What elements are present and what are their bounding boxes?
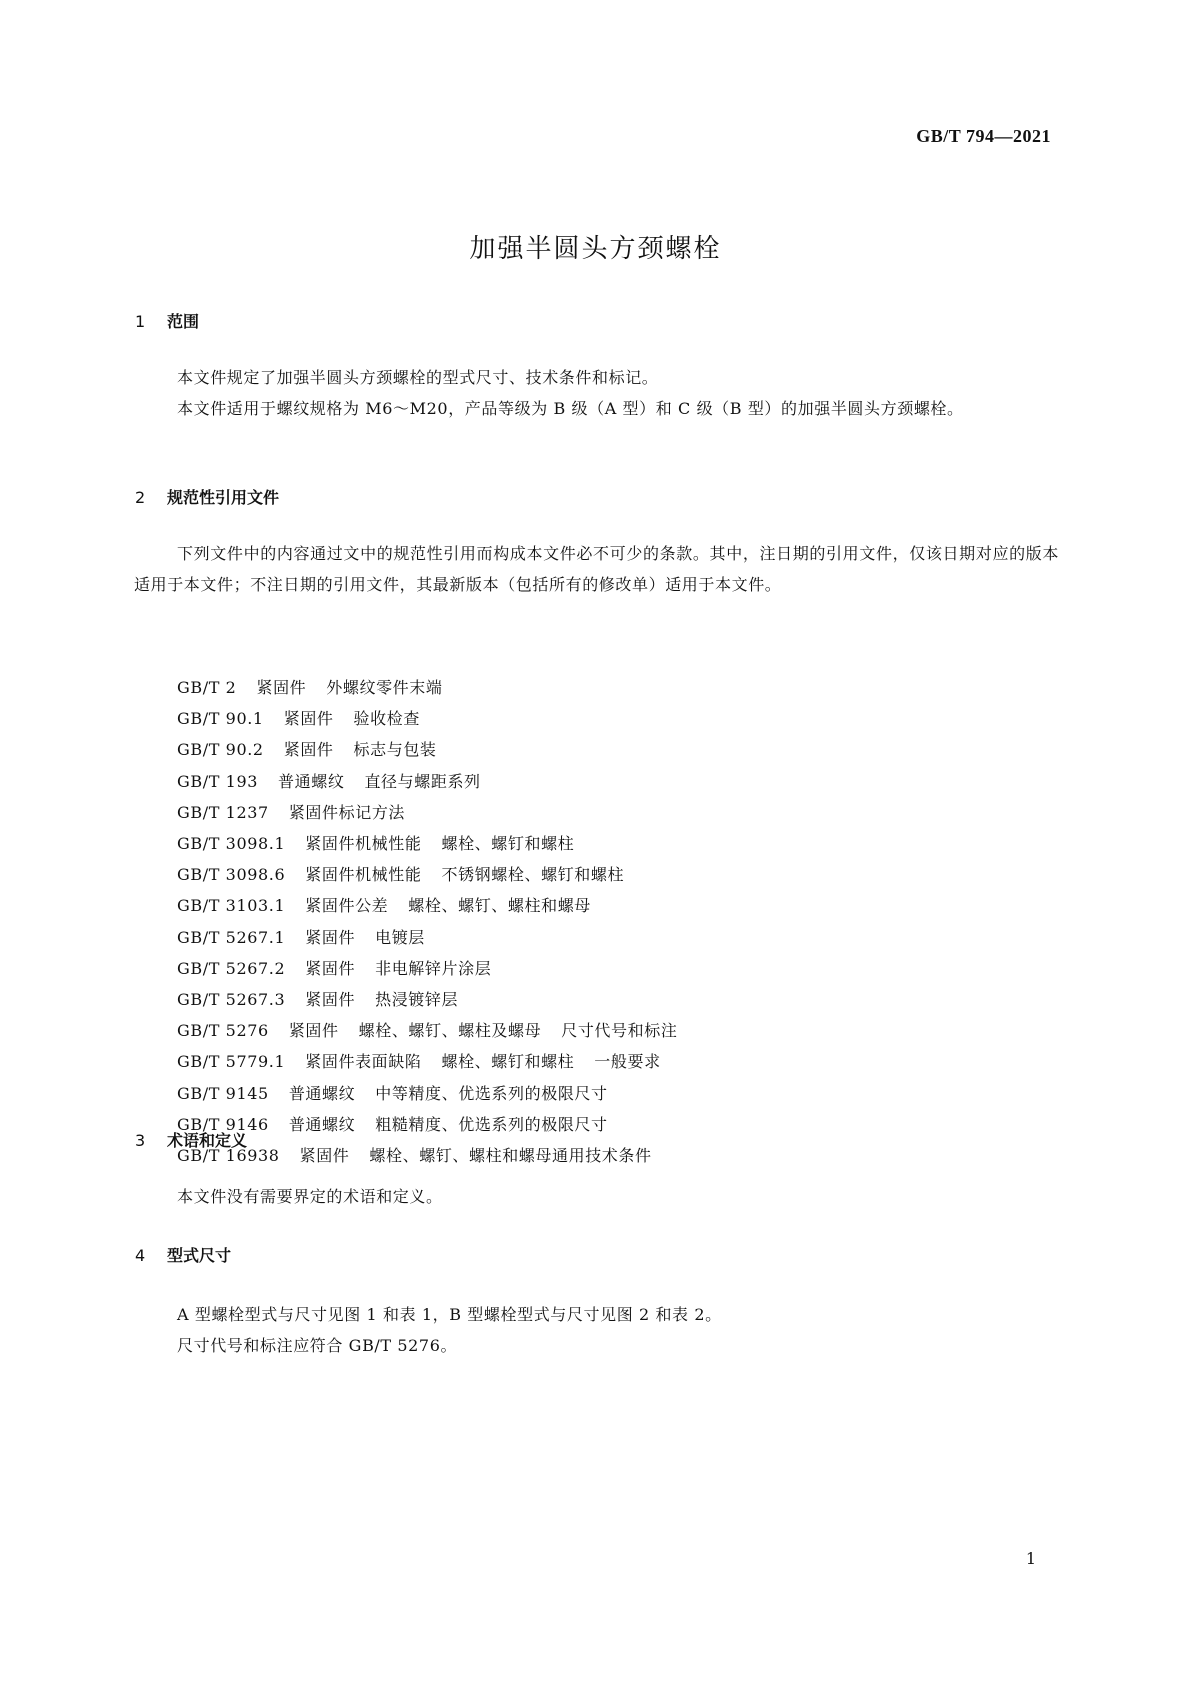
reference-item [177, 984, 677, 1015]
reference-title-part: 紧固件 [283, 709, 334, 729]
section-4-para-2: 尺寸代号和标注应符合 GB/T 5276。 [177, 1336, 458, 1355]
reference-item [177, 1046, 677, 1077]
reference-title-part: 紧固件机械性能 [305, 865, 422, 885]
normative-reference-list [177, 672, 677, 1171]
reference-code: GB/T 90.1 [177, 709, 264, 729]
reference-title-part: 一般要求 [594, 1052, 661, 1072]
reference-title-part: 紧固件机械性能 [305, 834, 422, 854]
reference-title-part: 紧固件 [283, 740, 334, 760]
reference-code: GB/T 5267.2 [177, 958, 286, 978]
reference-code: GB/T 5779.1 [177, 1052, 286, 1072]
reference-code: GB/T 2 [177, 678, 237, 697]
reference-code: GB/T 90.2 [177, 740, 264, 760]
reference-item [177, 1015, 677, 1046]
reference-code: GB/T 5267.1 [177, 927, 286, 947]
reference-title-part: 普通螺纹 [278, 771, 345, 791]
reference-code: GB/T 193 [177, 771, 259, 791]
reference-item [177, 922, 677, 953]
section-number: 4 [135, 1246, 146, 1265]
reference-title-part: 标志与包装 [353, 740, 437, 760]
section-number: 1 [135, 312, 146, 331]
section-1-heading [135, 309, 199, 332]
reference-item [177, 1140, 677, 1171]
reference-title-part: 螺栓、螺钉和螺柱 [441, 1052, 575, 1072]
reference-title-part: 紧固件 [288, 1021, 339, 1041]
document-title: 加强半圆头方颈螺栓 [469, 234, 722, 264]
reference-title-part: 螺栓、螺钉、螺柱和螺母通用技术条件 [369, 1146, 652, 1166]
reference-item [177, 828, 677, 859]
reference-title-part: 螺栓、螺钉和螺柱 [441, 834, 575, 854]
reference-title-part: 不锈钢螺栓、螺钉和螺柱 [441, 865, 625, 885]
reference-item [177, 703, 677, 734]
reference-title-part: 电镀层 [375, 927, 425, 947]
reference-item [177, 1078, 677, 1109]
reference-title-part: 紧固件表面缺陷 [305, 1052, 422, 1072]
reference-title-part: 外螺纹零件末端 [326, 678, 443, 697]
reference-item [177, 734, 677, 765]
reference-code: GB/T 9145 [177, 1083, 269, 1103]
section-3-heading [135, 1128, 247, 1151]
reference-title-part: 紧固件 [305, 927, 356, 947]
reference-item [177, 953, 677, 984]
section-title: 型式尺寸 [167, 1246, 232, 1265]
reference-title-part: 普通螺纹 [288, 1083, 356, 1103]
reference-code: GB/T 9146 [177, 1114, 269, 1134]
reference-code: GB/T 5276 [177, 1021, 269, 1041]
reference-title-part: 验收检查 [353, 709, 420, 729]
reference-item [177, 766, 677, 797]
reference-title-part: 紧固件 [299, 1146, 350, 1166]
reference-code: GB/T 16938 [177, 1146, 280, 1166]
reference-title-part: 尺寸代号和标注 [561, 1021, 678, 1041]
section-3-para-1: 本文件没有需要界定的术语和定义。 [177, 1187, 443, 1206]
reference-item [177, 859, 677, 890]
reference-title-part: 紧固件 [305, 958, 356, 978]
reference-item [177, 797, 677, 828]
section-title: 术语和定义 [167, 1131, 248, 1150]
reference-title-part: 螺栓、螺钉、螺柱和螺母 [408, 896, 591, 916]
reference-title-part: 普通螺纹 [288, 1114, 356, 1134]
reference-title-part: 非电解锌片涂层 [375, 958, 492, 978]
reference-item [177, 1109, 677, 1140]
reference-code: GB/T 5267.3 [177, 990, 286, 1010]
section-title: 范围 [167, 312, 200, 331]
reference-title-part: 热浸镀锌层 [375, 990, 459, 1010]
reference-title-part: 粗糙精度、优选系列的极限尺寸 [375, 1114, 608, 1134]
section-4-heading [135, 1243, 231, 1266]
reference-item [177, 672, 677, 703]
reference-title-part: 紧固件标记方法 [288, 802, 406, 822]
reference-code: GB/T 3098.1 [177, 834, 286, 854]
section-2-intro: 下列文件中的内容通过文中的规范性引用而构成本文件必不可少的条款。其中，注日期的引用文件，仅该日期对应的版本适用于本文件；不注日期的引用文件，其最新版本（包括所有的修改单）适用于本文件。 [134, 544, 1059, 594]
reference-title-part: 紧固件 [256, 678, 307, 697]
reference-item [177, 890, 677, 921]
reference-title-part: 紧固件公差 [305, 896, 389, 916]
section-4-para-1: A 型螺栓型式与尺寸见图 1 和表 1，B 型螺栓型式与尺寸见图 2 和表 2。 [177, 1305, 722, 1324]
reference-title-part: 螺栓、螺钉、螺柱及螺母 [358, 1021, 542, 1041]
reference-code: GB/T 3098.6 [177, 865, 286, 885]
reference-title-part: 紧固件 [305, 990, 356, 1010]
section-1-para-1: 本文件规定了加强半圆头方颈螺栓的型式尺寸、技术条件和标记。 [177, 368, 659, 387]
section-number: 3 [135, 1131, 146, 1150]
reference-title-part: 中等精度、优选系列的极限尺寸 [375, 1083, 608, 1103]
reference-code: GB/T 1237 [177, 802, 269, 822]
section-1-para-2: 本文件适用于螺纹规格为 M6～M20，产品等级为 B 级（A 型）和 C 级（B 型）的加强半圆头方颈螺栓。 [177, 399, 964, 418]
section-2-heading [135, 485, 279, 508]
document-id: GB/T 794—2021 [916, 126, 1051, 146]
section-title: 规范性引用文件 [167, 488, 280, 507]
page-number: 1 [1025, 1549, 1036, 1568]
reference-title-part: 直径与螺距系列 [364, 771, 481, 791]
section-number: 2 [135, 488, 146, 507]
reference-code: GB/T 3103.1 [177, 896, 286, 916]
